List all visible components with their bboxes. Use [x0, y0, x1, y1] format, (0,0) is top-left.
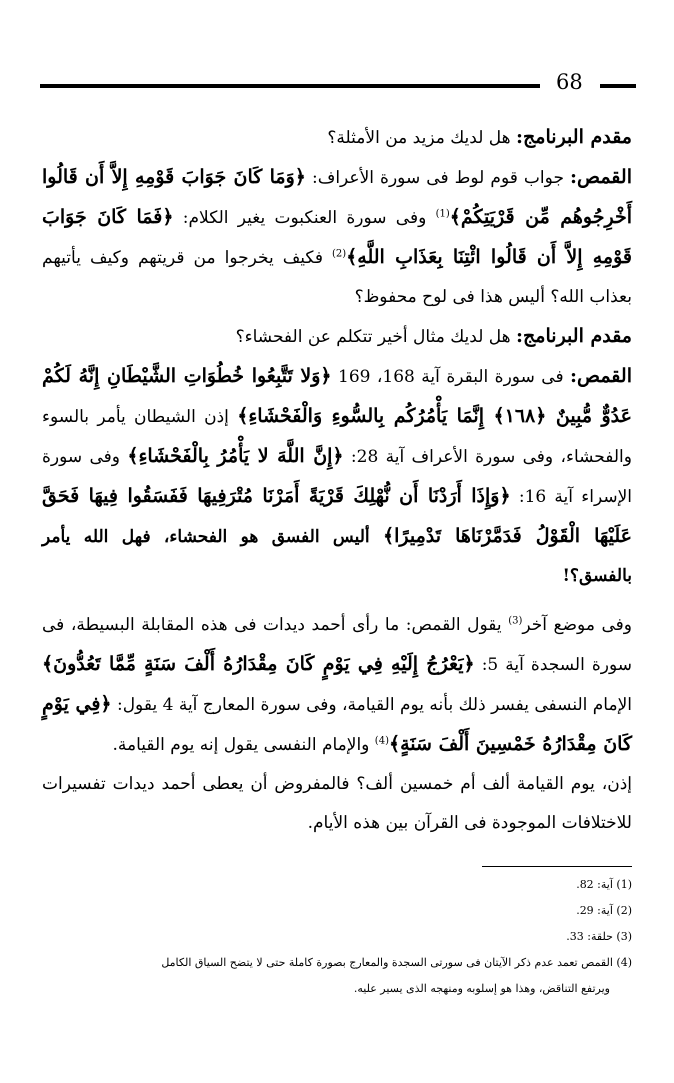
footnote-number: (1)	[616, 878, 632, 891]
footnote-text: حلقة: 33.	[566, 930, 617, 943]
footnote-number: (3)	[616, 930, 632, 943]
footnote-separator	[482, 866, 632, 867]
paragraph-priest-answer-1	[42, 158, 632, 317]
speaker-label: مقدم البرنامج:	[516, 126, 632, 148]
speaker-label: القمص:	[570, 166, 632, 188]
paragraph-text: أليس الفسق هو الفحشاء، فهل الله يأمر بالفسق؟!	[42, 527, 632, 586]
page-header	[40, 72, 596, 96]
footnote-text: القمص تعمد عدم ذكر الآيتان فى سورتى السجدة والمعارج بصورة كاملة حتى لا يتضح السياق الكامل	[161, 956, 617, 969]
footnote-ref[interactable]: (2)	[331, 248, 347, 260]
page-number: 68	[556, 70, 583, 94]
paragraph-text: إذن الشيطان يأمر بالسوء والفحشاء، وفى سورة الأعراف آية 28:	[42, 407, 632, 467]
paragraph-text: يقول القمص: ما رأى أحمد ديدات فى هذه المقابلة البسيطة، فى سورة السجدة آية 5:	[42, 615, 632, 675]
footnote-text: آية: 29.	[576, 904, 617, 917]
paragraph-text: فى سورة البقرة آية 168، 169	[331, 367, 571, 387]
footnote-continuation: ويرتفع التناقض، وهذا هو إسلوبه ومنهجه الذى يسير عليه.	[353, 982, 610, 995]
footnote-item	[42, 950, 632, 976]
paragraph-text: إذن، يوم القيامة ألف أم خمسين ألف؟ فالمفروض أن يعطى أحمد ديدات تفسيرات للاختلافات الموجودة فى القرآن بين هذه الأيام.	[42, 774, 632, 833]
paragraph-text: وفى سورة الإسراء آية 16:	[42, 447, 632, 507]
footnotes	[42, 872, 632, 1002]
paragraph-text: هل لديك مثال أخير تتكلم عن الفحشاء؟	[235, 327, 517, 347]
footnote-number: (2)	[616, 904, 632, 917]
footnote-item	[42, 898, 632, 924]
footnote-ref[interactable]: (1)	[435, 208, 450, 220]
paragraph-priest-answer-2	[42, 357, 632, 596]
quran-verse: ﴿وَلا تَتَّبِعُوا خُطُوَاتِ الشَّيْطَانِ إِنَّهُ لَكُمْ عَدُوٌّ مُّبِينٌ ﴿١٦٨﴾ إِنَّمَا يَأْمُرُكُم بِالسُّوءِ وَالْفَحْشَاءِ﴾	[42, 365, 632, 427]
quran-verse: ﴿فَمَا كَانَ جَوَابَ قَوْمِهِ إِلاَّ أَن قَالُوا ائْتِنَا بِعَذَابِ اللَّهِ﴾	[42, 206, 632, 268]
paragraph-text: وفى موضع آخر	[522, 615, 632, 635]
paragraph-host-question-1	[42, 118, 632, 158]
paragraph-text: الإمام النسفى يفسر ذلك بأنه يوم القيامة، وفى سورة المعارج آية 4 يقول:	[111, 695, 633, 715]
quran-verse: ﴿يَعْرُجُ إِلَيْهِ فِي يَوْمٍ كَانَ مِقْدَارُهُ أَلْفَ سَنَةٍ مِّمَّا تَعُدُّونَ﴾	[42, 653, 475, 675]
footnote-item	[42, 924, 632, 950]
footnote-number: (4)	[616, 956, 632, 969]
speaker-label: القمص:	[570, 365, 632, 387]
quran-verse: ﴿إِنَّ اللَّهَ لا يَأْمُرُ بِالْفَحْشَاءِ﴾	[127, 445, 344, 467]
paragraph-text: والإمام النفسى يقول إنه يوم القيامة.	[112, 735, 375, 755]
paragraph-host-question-2	[42, 317, 632, 357]
header-rule	[40, 84, 540, 88]
footnote-text: آية: 82.	[576, 878, 617, 891]
paragraph-text: جواب قوم لوط فى سورة الأعراف:	[305, 168, 571, 188]
paragraph-text: فكيف يخرجوا من قريتهم وكيف يأتيهم بعذاب الله؟ أليس هذا فى لوح محفوظ؟	[42, 248, 632, 307]
quran-verse: ﴿وَمَا كَانَ جَوَابَ قَوْمِهِ إِلاَّ أَن قَالُوا أَخْرِجُوهُم مِّن قَرْيَتِكُمْ﴾	[42, 166, 632, 228]
footnote-ref[interactable]: (4)	[374, 735, 389, 747]
body-text	[42, 118, 632, 843]
quran-verse: ﴿وَإِذَا أَرَدْنَا أَن نُّهْلِكَ قَرْيَةً أَمَرْنَا مُتْرَفِيهَا فَفَسَقُوا فِيهَا فَحَقَّ عَلَيْهَا الْقَوْلُ فَدَمَّرْنَاهَا تَدْمِيرًا﴾	[42, 485, 632, 547]
footnote-item	[42, 872, 632, 898]
speaker-label: مقدم البرنامج:	[516, 325, 632, 347]
footnote-ref[interactable]: (3)	[508, 615, 523, 627]
paragraph-conclusion	[42, 765, 632, 843]
paragraph-text: وفى سورة العنكبوت يغير الكلام:	[173, 208, 436, 228]
quran-verse: ﴿فِي يَوْمٍ كَانَ مِقْدَارُهُ خَمْسِينَ أَلْفَ سَنَةٍ﴾	[42, 693, 632, 755]
header-rule-short	[600, 84, 636, 88]
paragraph-text: هل لديك مزيد من الأمثلة؟	[327, 128, 517, 148]
paragraph-another-place	[42, 606, 632, 765]
